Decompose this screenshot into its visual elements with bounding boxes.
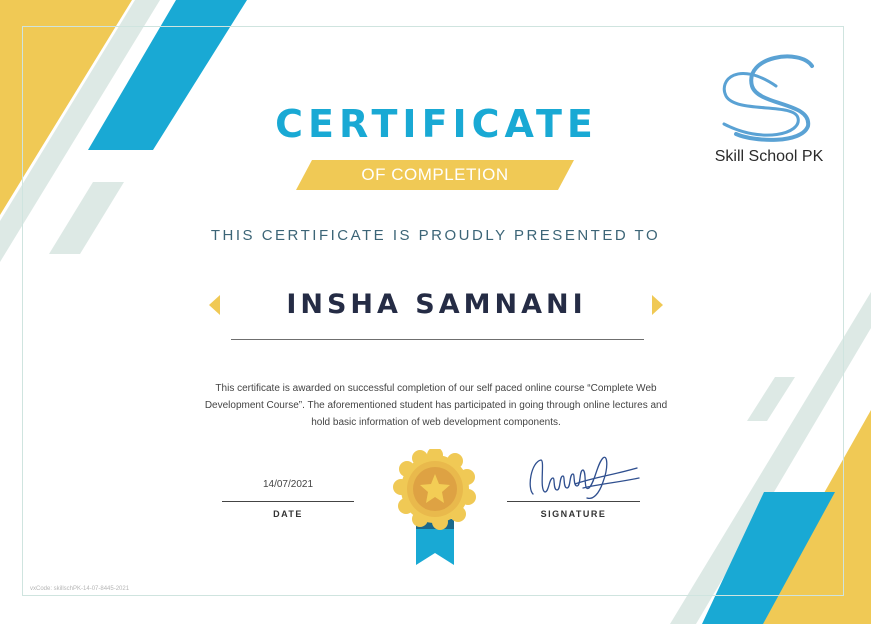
certificate-description: This certificate is awarded on successful completion of our self paced online course “Complete Web Development Course”. The aforementioned student has participated in going through online lectures and hold basic information of web development components. <box>204 383 668 428</box>
certificate-subtitle: OF COMPLETION <box>361 165 509 184</box>
date-label: DATE <box>273 509 303 519</box>
right-arrow-icon <box>652 295 663 315</box>
presented-to-text: THIS CERTIFICATE IS PROUDLY PRESENTED TO <box>210 227 661 244</box>
signature-line <box>507 501 640 502</box>
signature-image <box>513 452 641 504</box>
award-medal-icon <box>392 449 478 567</box>
logo-text: Skill School PK <box>714 148 824 165</box>
date-value: 14/07/2021 <box>262 479 314 490</box>
recipient-name: INSHA SAMNANI <box>286 289 587 320</box>
logo <box>704 52 834 170</box>
logo-s-mark <box>716 52 820 144</box>
verification-code: vxCode: skillschPK-14-07-8445-2021 <box>30 586 130 592</box>
signature-label: SIGNATURE <box>540 509 607 519</box>
date-line <box>222 501 354 502</box>
name-underline <box>231 339 644 340</box>
certificate-title: CERTIFICATE <box>275 102 598 146</box>
